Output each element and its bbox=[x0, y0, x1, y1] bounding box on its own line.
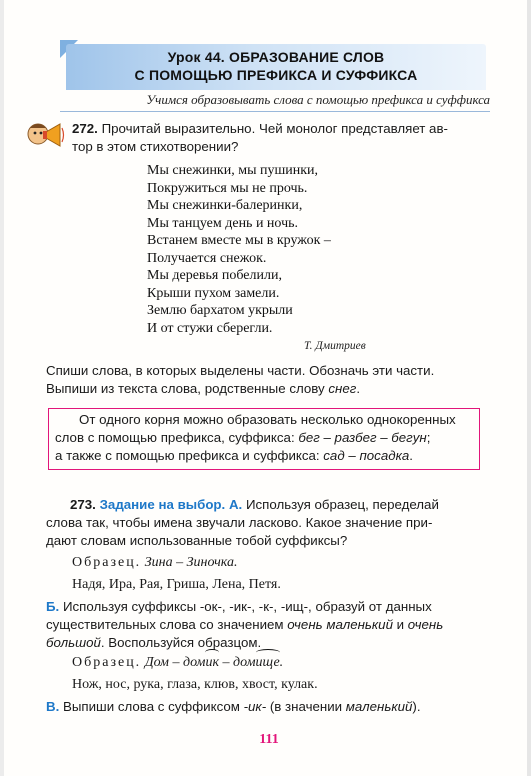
poem-line: Встанем вместе мы в кружок – bbox=[147, 233, 331, 248]
task-272-number: 272. bbox=[72, 121, 98, 136]
poem-line: Крыши пухом замели. bbox=[147, 285, 280, 301]
task-273-b bbox=[46, 598, 486, 652]
task-273-c-text2: (в значении bbox=[266, 699, 346, 714]
task-273-b-line2: существительных слова со значением bbox=[46, 617, 288, 632]
task-272-line1: Прочитай выразительно. Чей монолог представляет ав- bbox=[101, 121, 448, 136]
poem-line: Мы снежинки-балеринки, bbox=[147, 198, 303, 213]
megaphone-reader-icon bbox=[26, 118, 66, 152]
rule-line3: а также с помощью префикса и суффикса: bbox=[55, 448, 324, 463]
poem-author: Т. Дмитриев bbox=[304, 340, 366, 352]
instr-word: снег bbox=[328, 381, 357, 396]
rule-line2: слов с помощью префикса, суффикса: bbox=[55, 430, 299, 445]
sample-b-end: . bbox=[279, 655, 284, 670]
task-272-instructions bbox=[46, 362, 486, 398]
names-list: Надя, Ира, Рая, Гриша, Лена, Петя. bbox=[72, 577, 281, 592]
task-273-c bbox=[46, 698, 486, 716]
instr-end: . bbox=[356, 381, 361, 396]
sample-b-suffix2: ище bbox=[255, 655, 280, 670]
task-273-b-italic3: большой bbox=[46, 635, 101, 650]
task-273-choice-label: Задание на выбор. А. bbox=[99, 497, 243, 512]
task-273-c-suffix: -ик- bbox=[243, 699, 267, 714]
poem-line: Землю бархатом укрыли bbox=[147, 303, 293, 318]
sample-a-text: Зина – Зиночка. bbox=[144, 555, 238, 570]
task-273-c-end: ). bbox=[412, 699, 421, 714]
lesson-title bbox=[66, 48, 486, 84]
suffix-arc-ik bbox=[205, 654, 219, 672]
poem bbox=[147, 162, 447, 337]
task-273-b-label: Б. bbox=[46, 599, 60, 614]
poem-line: Мы снежинки, мы пушинки, bbox=[147, 163, 319, 178]
nouns-list: Нож, нос, рука, глаза, клюв, хвост, кулак. bbox=[72, 677, 318, 692]
instr-line2: Выпиши из текста слова, родственные слову bbox=[46, 381, 329, 396]
task-273-c-label: В. bbox=[46, 699, 60, 714]
lesson-title-line2: С ПОМОЩЬЮ ПРЕФИКСА И СУФФИКСА bbox=[134, 67, 418, 83]
sample-a bbox=[72, 554, 237, 572]
task-273-b-italic2: очень bbox=[407, 617, 444, 632]
page-number: 111 bbox=[259, 732, 279, 747]
rule-example-1: бег – разбег – бегун bbox=[298, 430, 427, 445]
suffix-arc-ishche bbox=[256, 654, 280, 672]
task-273-a-line1: Используя образец, переделай bbox=[242, 497, 439, 512]
suffix-arc-mark bbox=[256, 649, 280, 656]
task-273-b-line3: . Воспользуйся образцом. bbox=[100, 635, 262, 650]
poem-line: Мы деревья побелили, bbox=[147, 268, 282, 283]
task-273-number: 273. bbox=[70, 497, 96, 512]
task-273-a-line3: дают словам использованные тобой суффиксы? bbox=[46, 533, 348, 548]
task-273-a-line2: слова так, чтобы имена звучали ласково. Какое значение при- bbox=[46, 515, 433, 530]
task-273-c-text: Выпиши слова с суффиксом bbox=[59, 699, 244, 714]
sample-b bbox=[72, 654, 283, 672]
task-272-line2: тор в этом стихотворении? bbox=[72, 139, 239, 154]
sample-b-suffix1: ик bbox=[205, 655, 220, 670]
sample-b-text bbox=[145, 655, 283, 670]
sample-label: Образец. bbox=[72, 555, 142, 570]
task-273-b-italic1: очень маленький bbox=[287, 617, 393, 632]
sample-b-part3: – дом bbox=[219, 655, 256, 670]
task-273-a bbox=[70, 496, 490, 514]
task-273-b-line1: Используя суффиксы -ок-, -ик-, -к-, -ищ-, образуй от данных bbox=[59, 599, 432, 614]
rule-example-2: сад – посадка bbox=[323, 448, 410, 463]
lesson-subtitle: Учимся образовывать слова с помощью префикса и суффикса bbox=[60, 92, 490, 112]
rule-line2-end: ; bbox=[426, 430, 431, 445]
task-272-text bbox=[72, 120, 492, 156]
rule-box bbox=[48, 408, 480, 470]
suffix-arc-mark bbox=[205, 649, 219, 656]
poem-line: Мы танцуем день и ночь. bbox=[147, 215, 298, 231]
task-273-b-and: и bbox=[392, 617, 408, 632]
task-273-a-cont bbox=[46, 514, 486, 550]
poem-line: Покружиться мы не прочь. bbox=[147, 180, 308, 196]
sample-label: Образец. bbox=[72, 655, 142, 670]
poem-line: И от стужи сберегли. bbox=[147, 320, 273, 336]
instr-line1: Спиши слова, в которых выделены части. Обозначь эти части. bbox=[46, 363, 435, 378]
task-273-c-italic: маленький bbox=[345, 699, 413, 714]
rule-line3-end: . bbox=[409, 448, 413, 463]
rule-line1: От одного корня можно образовать несколько однокоренных bbox=[79, 412, 456, 427]
lesson-title-line1: Урок 44. ОБРАЗОВАНИЕ СЛОВ bbox=[167, 49, 385, 65]
poem-line: Получается снежок. bbox=[147, 250, 267, 266]
sample-b-part1: Дом – дом bbox=[144, 655, 206, 670]
